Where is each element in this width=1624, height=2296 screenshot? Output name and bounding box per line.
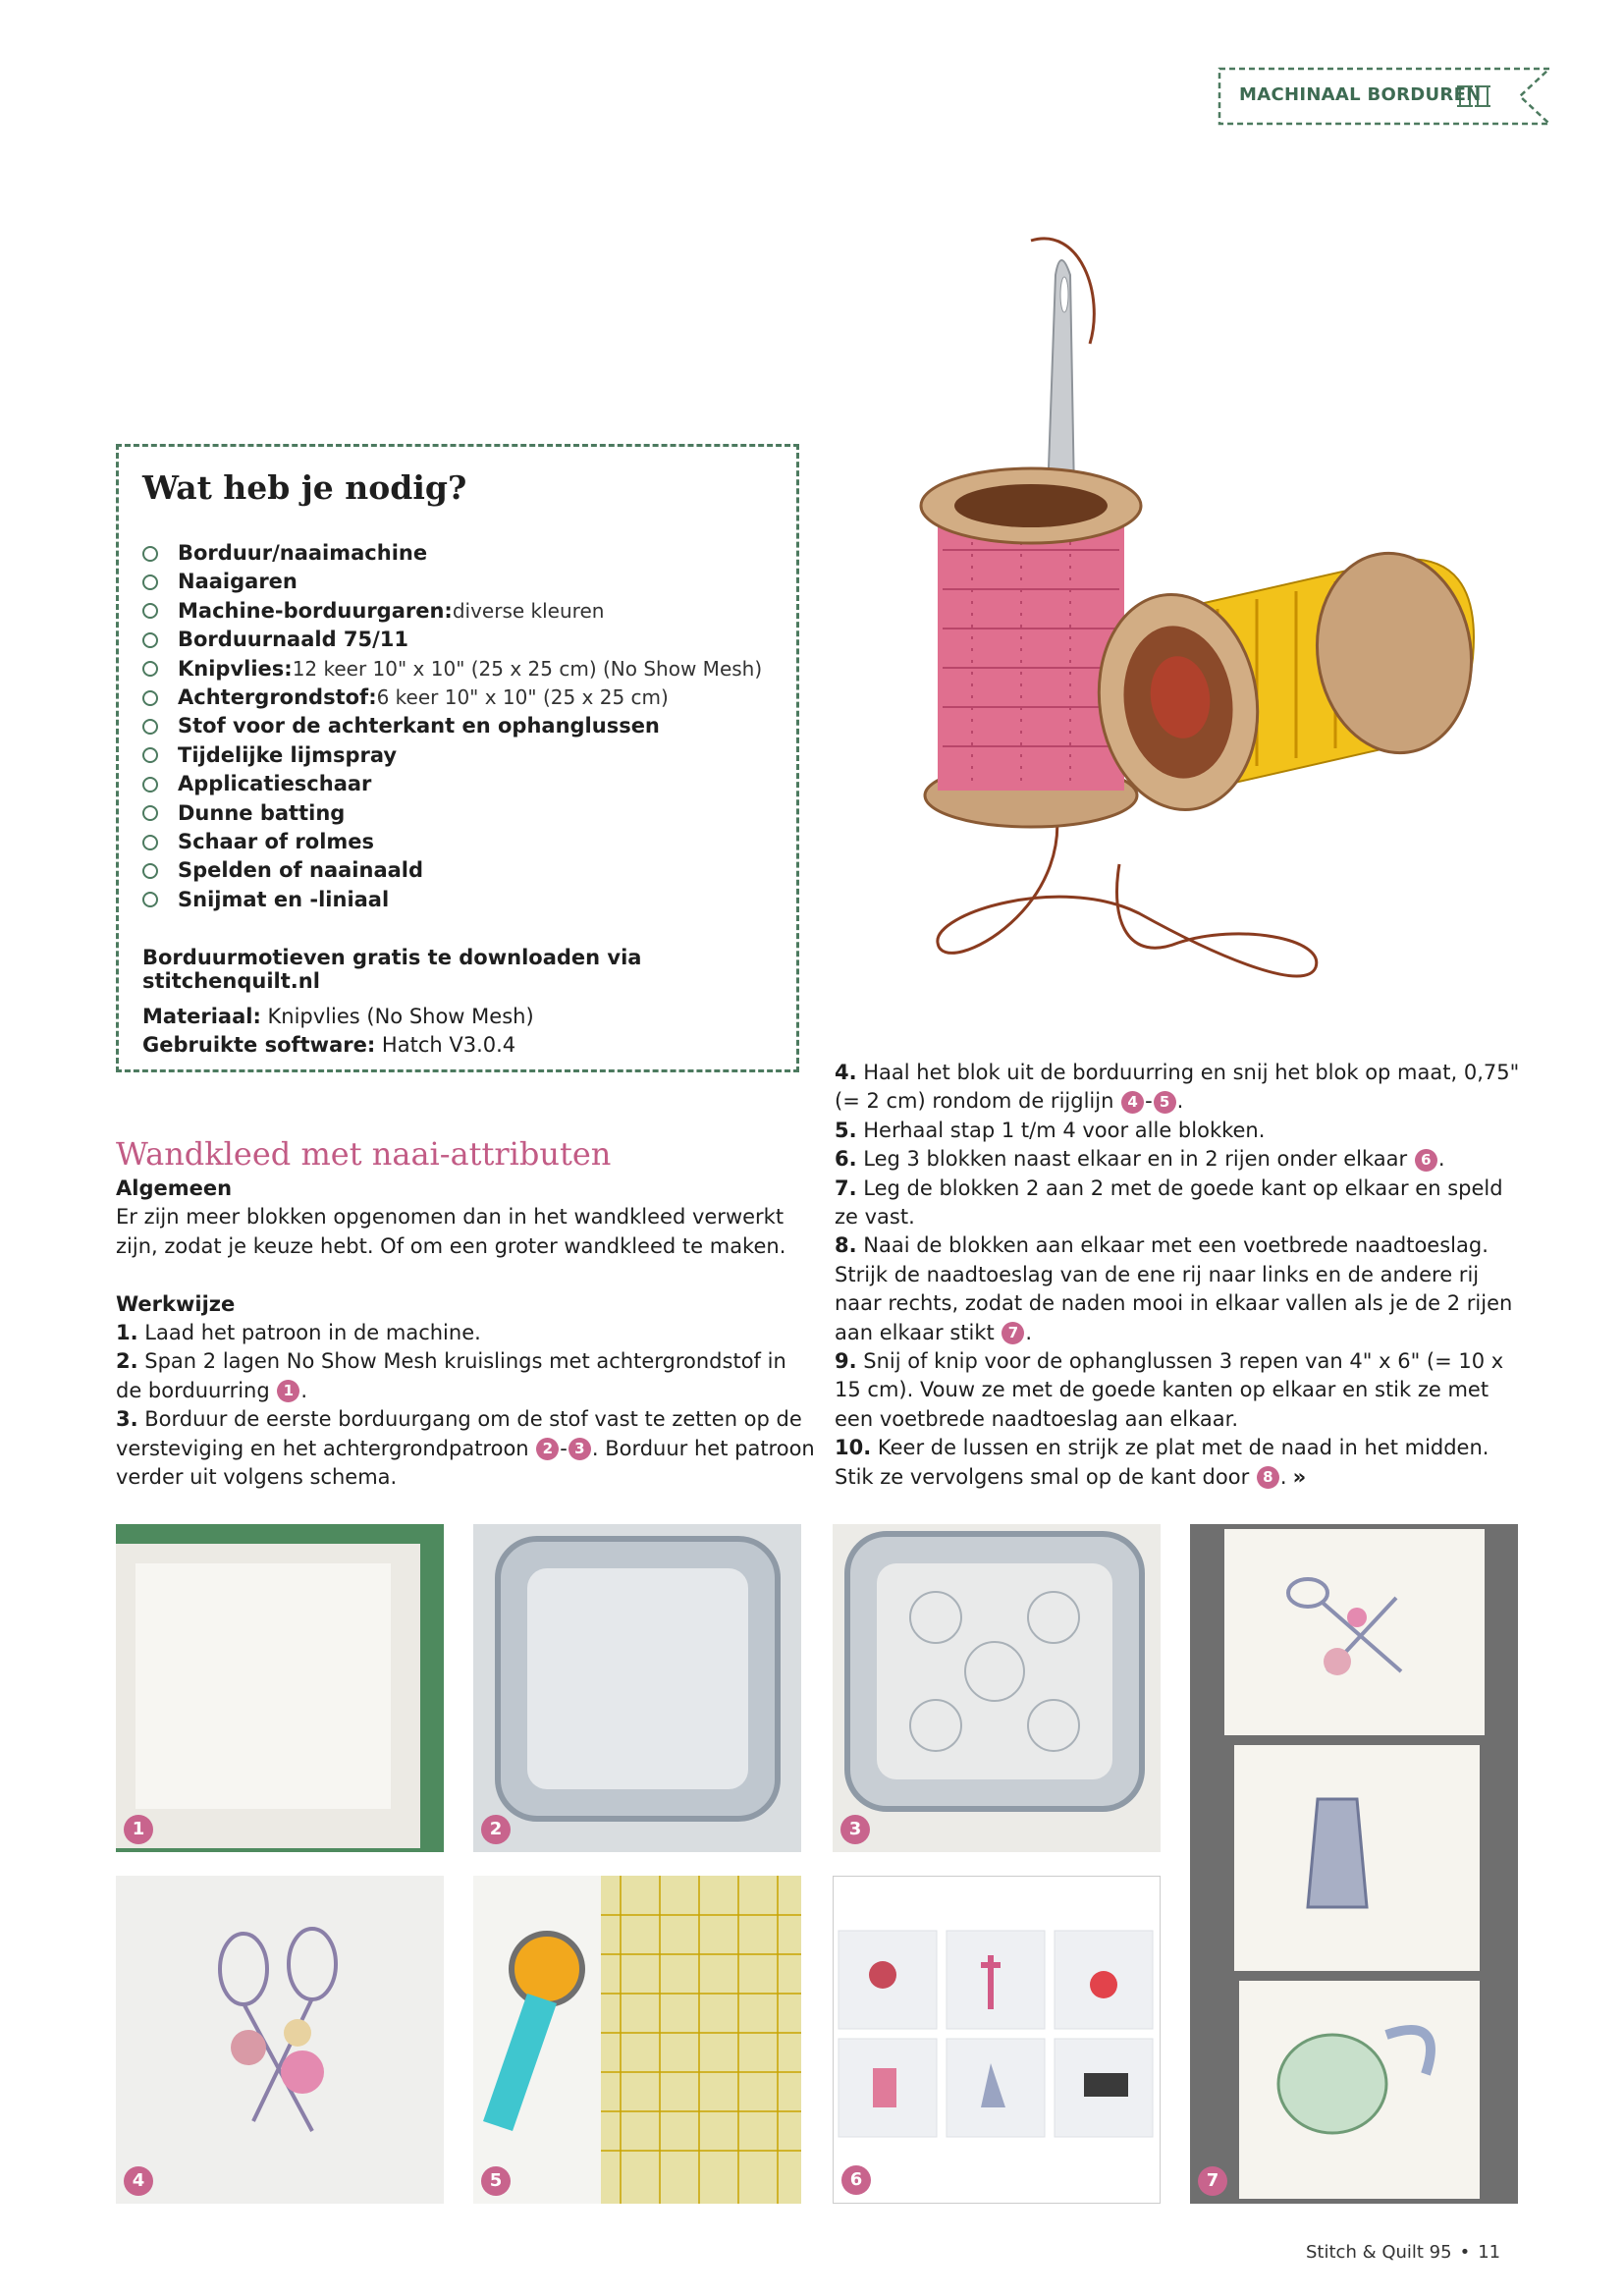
circle-bullet-icon: [142, 835, 158, 850]
circle-bullet-icon: [142, 632, 158, 648]
section-tag: [1218, 67, 1551, 126]
list-item: Stof voor de achterkant en ophanglussen: [142, 712, 762, 740]
photo-number-badge: 7: [1198, 2166, 1227, 2196]
photo-ref-badge: 3: [568, 1438, 591, 1460]
download-note: Borduurmotieven gratis te downloaden via stitchenquilt.nl: [142, 946, 642, 993]
list-item: Machine-borduurgaren: diverse kleuren: [142, 597, 762, 626]
list-item: Spelden of naainaald: [142, 856, 762, 885]
circle-bullet-icon: [142, 805, 158, 821]
circle-bullet-icon: [142, 546, 158, 562]
photo-number-badge: 5: [481, 2166, 511, 2196]
circle-bullet-icon: [142, 661, 158, 677]
article-title: Wandkleed met naai-attributen: [116, 1135, 612, 1173]
list-item: Schaar of rolmes: [142, 828, 762, 856]
list-item: Dunne batting: [142, 799, 762, 828]
photo-step-6: [833, 1876, 1161, 2204]
list-item: Naaigaren: [142, 568, 762, 596]
list-item: Achtergrondstof: 6 keer 10" x 10" (25 x 25 cm): [142, 683, 762, 712]
photo-number-badge: 2: [481, 1815, 511, 1844]
article-right-column: 4. Haal het blok uit de borduurring en snij het blok op maat, 0,75" (= 2 cm) rondom de rijglijn 4 - 5 . 5. Herhaal stap 1 t/m 4 voor alle blokken. 6. Leg 3 blokken naast elkaar en in 2 rijen onder elkaar 6 . 7. Leg de blokken 2 aan 2 met de goede kant op elkaar en speld ze vast. 8. Naai de blokken aan elkaar met een voetbrede naadtoeslag. Strijk de naadtoeslag van de ene rij naar links en de andere rij naar rechts, zodat de naden mooi in elkaar vallen als je de 2 rijen aan elkaar stikt 7 . 9. Snij of knip voor de ophanglussen 3 repen van 4" x 6" (= 10 x 15 cm). Vouw ze met de goede kanten op elkaar en stik ze met een voetbrede naadtoeslag aan elkaar. 10. Keer de lussen en strijk ze plat met de naad in het midden. Stik ze vervolgens smal op de kant door 8 . »: [835, 1061, 1520, 1489]
method-heading: Werkwijze: [116, 1291, 236, 1316]
article-left-column: Algemeen Er zijn meer blokken opgenomen dan in het wandkleed verwerkt zijn, zodat je keuze hebt. Of om een groter wandkleed te maken. Werkwijze 1. Laad het patroon in de machine. 2. Span 2 lagen No Show Mesh kruislings met achtergrondstof in de borduurring 1 . 3. Borduur de eerste borduurgang om de stof vast te zetten op de versteviging en het achtergrondpatroon 2 - 3 . Borduur het patroon verder uit volgens schema.: [116, 1176, 815, 1490]
list-item: Snijmat en -liniaal: [142, 886, 762, 914]
list-item: Knipvlies: 12 keer 10" x 10" (25 x 25 cm) (No Show Mesh): [142, 655, 762, 683]
photo-ref-badge: 1: [277, 1380, 299, 1402]
photo-step-7: [1190, 1524, 1518, 2204]
magazine-name: Stitch & Quilt 95: [1306, 2242, 1452, 2263]
photo-step-2: [473, 1524, 801, 1852]
photo-number-badge: 6: [841, 2165, 871, 2195]
photo-ref-badge: 4: [1121, 1091, 1144, 1114]
circle-bullet-icon: [142, 892, 158, 907]
circle-bullet-icon: [142, 747, 158, 763]
thread-spools-illustration: [884, 236, 1492, 1002]
photo-number-badge: 1: [124, 1815, 153, 1844]
photo-step-1: [116, 1524, 444, 1852]
footer-bullet: •: [1459, 2242, 1471, 2263]
circle-bullet-icon: [142, 863, 158, 879]
photo-ref-badge: 8: [1257, 1466, 1279, 1489]
photo-ref-badge: 7: [1001, 1322, 1024, 1344]
photo-ref-badge: 5: [1154, 1091, 1176, 1114]
photo-step-3: [833, 1524, 1161, 1852]
circle-bullet-icon: [142, 574, 158, 590]
materials-title: Wat heb je nodig?: [142, 468, 467, 507]
photo-ref-badge: 6: [1415, 1149, 1437, 1172]
circle-bullet-icon: [142, 719, 158, 735]
page-number: 11: [1478, 2242, 1501, 2263]
materials-box: [116, 444, 799, 1072]
photo-step-4: [116, 1876, 444, 2204]
page-footer: [1306, 2242, 1500, 2263]
photo-ref-badge: 2: [536, 1438, 559, 1460]
list-item: Tijdelijke lijmspray: [142, 741, 762, 770]
materials-list: [142, 539, 762, 914]
general-heading: Algemeen: [116, 1176, 233, 1200]
section-tag-label: MACHINAAL BORDUREN: [1239, 84, 1482, 105]
continue-arrow-icon: »: [1292, 1464, 1307, 1489]
photo-number-badge: 3: [840, 1815, 870, 1844]
circle-bullet-icon: [142, 690, 158, 706]
list-item: Applicatieschaar: [142, 770, 762, 798]
list-item: Borduurnaald 75/11: [142, 626, 762, 654]
circle-bullet-icon: [142, 777, 158, 793]
photo-step-5: [473, 1876, 801, 2204]
circle-bullet-icon: [142, 603, 158, 619]
list-item: Borduur/naaimachine: [142, 539, 762, 568]
photo-number-badge: 4: [124, 2166, 153, 2196]
materials-info: Materiaal: Knipvlies (No Show Mesh) Gebruikte software: Hatch V3.0.4: [142, 1005, 534, 1058]
